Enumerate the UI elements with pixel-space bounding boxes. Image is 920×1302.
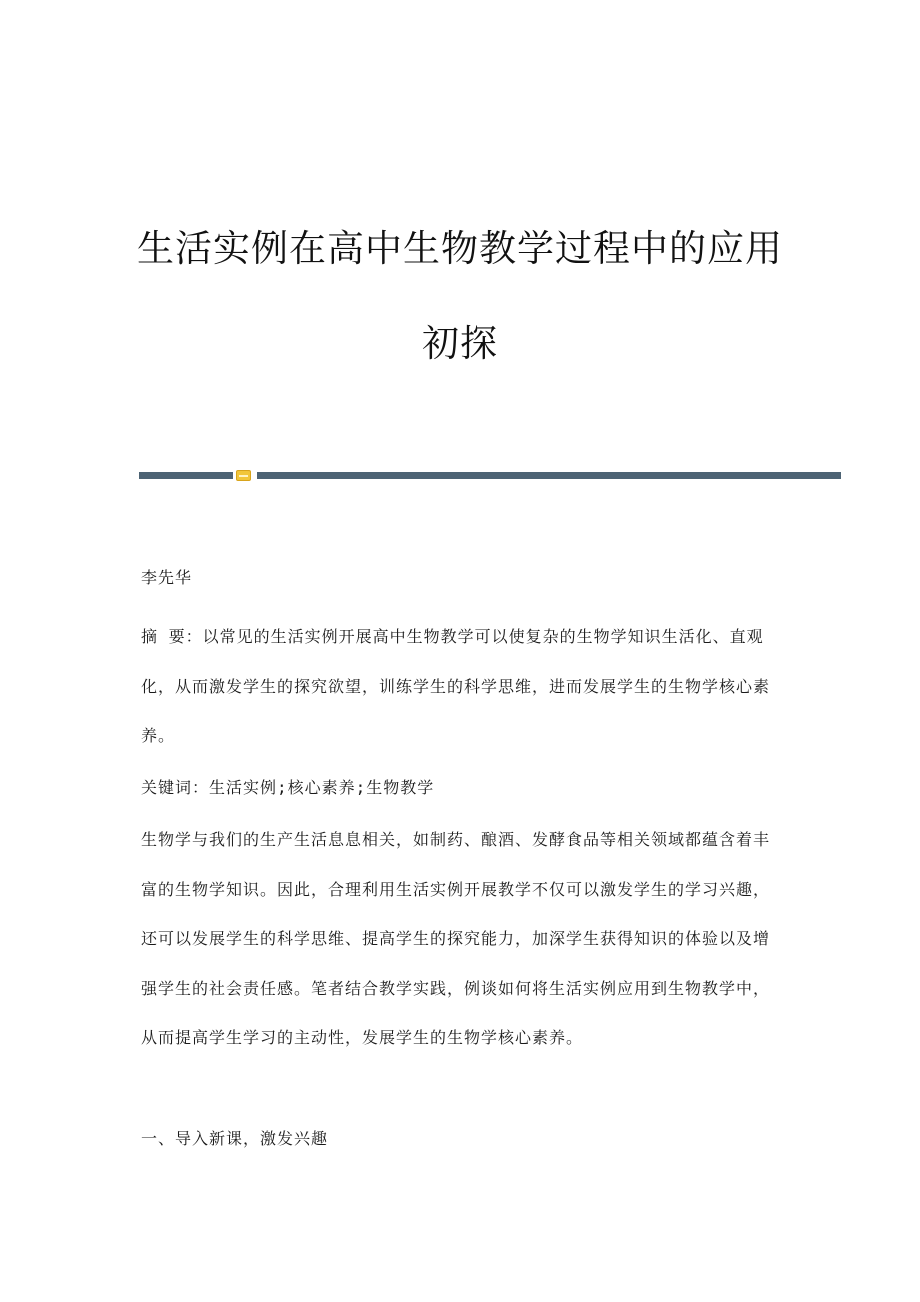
keywords	[141, 763, 773, 813]
section-heading: 一、导入新课，激发兴趣	[141, 1129, 329, 1148]
keywords-text: 生活实例;核心素养;生物教学	[209, 778, 435, 797]
abstract-text: 以常见的生活实例开展高中生物教学可以使复杂的生物学知识生活化、直观化，从而激发学生的探究欲望，训练学生的科学思维，进而发展学生的生物学核心素养。	[141, 627, 771, 745]
keywords-label: 关键词：	[141, 778, 210, 797]
divider-bar-left	[139, 472, 233, 479]
divider-bar-right	[257, 472, 841, 479]
document-title-line-1: 生活实例在高中生物教学过程中的应用	[137, 227, 783, 270]
abstract-label: 摘 要：	[141, 627, 203, 646]
title-divider	[139, 470, 841, 480]
divider-ornament-icon	[236, 470, 251, 481]
document-title-line-2: 初探	[422, 322, 498, 365]
body-paragraph: 生物学与我们的生产生活息息相关，如制药、酿酒、发酵食品等相关领域都蕴含着丰富的生物学知识。因此，合理利用生活实例开展教学不仅可以激发学生的学习兴趣，还可以发展学生的科学思维、提高学生的探究能力，加深学生获得知识的体验以及增强学生的社会责任感。笔者结合教学实践，例谈如何将生活实例应用到生物教学中，从而提高学生学习的主动性，发展学生的生物学核心素养。	[141, 830, 771, 1047]
author-name: 李先华	[141, 568, 193, 587]
abstract	[141, 612, 773, 761]
